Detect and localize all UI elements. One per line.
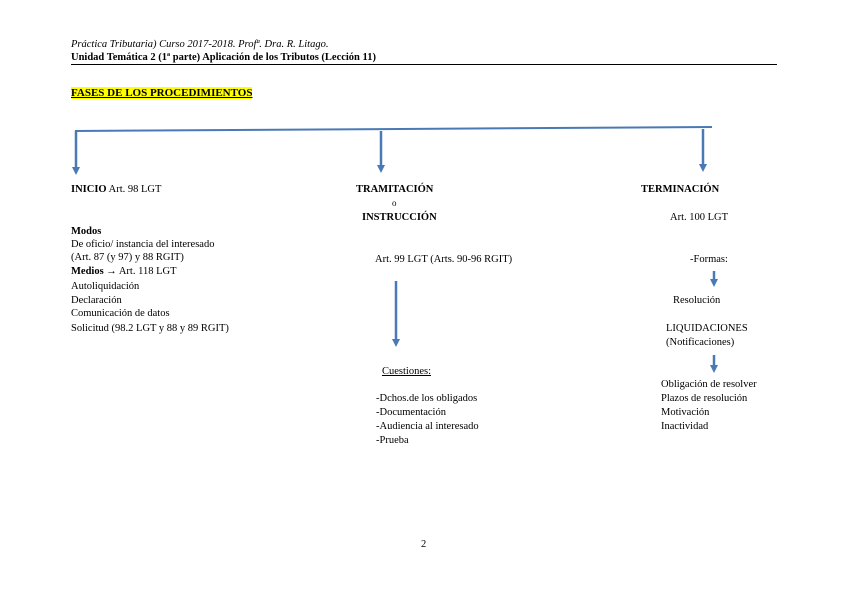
cuestiones-title: Cuestiones:	[382, 366, 431, 377]
horizontal-connector	[75, 127, 712, 131]
medios-item: Solicitud (98.2 LGT y 88 y 89 RGIT)	[71, 323, 229, 334]
modos-line: De oficio/ instancia del interesado	[71, 239, 215, 250]
formas-label: -Formas:	[690, 254, 728, 265]
liquidaciones-label: LIQUIDACIONES	[666, 323, 748, 334]
medios-item: Declaración	[71, 295, 122, 306]
tramitacion-title: TRAMITACIÓN	[356, 184, 434, 195]
notificaciones-label: (Notificaciones)	[666, 337, 735, 348]
terminacion-item: Motivación	[661, 407, 710, 418]
medios-item: Autoliquidación	[71, 281, 140, 292]
medios-item: Comunicación de datos	[71, 308, 170, 319]
page-number: 2	[421, 539, 427, 550]
medios-title: Medios	[71, 266, 104, 277]
header-course-line: Práctica Tributaria) Curso 2017-2018. Profª. Dra. R. Litago.	[71, 39, 329, 50]
section-title: FASES DE LOS PROCEDIMIENTOS	[71, 87, 253, 99]
terminacion-item: Inactividad	[661, 421, 709, 432]
inicio-title: INICIO	[71, 184, 107, 195]
terminacion-article: Art. 100 LGT	[670, 212, 729, 223]
medios-article: → Art. 118 LGT	[103, 266, 177, 277]
cuestiones-item: -Audiencia al interesado	[376, 421, 479, 432]
cuestiones-item: -Documentación	[376, 407, 446, 418]
cuestiones-item: -Prueba	[376, 435, 409, 446]
modos-line: (Art. 87 (y 97) y 88 RGIT)	[71, 252, 184, 263]
resolucion-label: Resolución	[673, 295, 721, 306]
modos-title: Modos	[71, 226, 102, 237]
tramitacion-article: Art. 99 LGT (Arts. 90-96 RGIT)	[375, 254, 513, 265]
medios-heading	[71, 265, 177, 279]
inicio-heading	[71, 183, 161, 197]
cuestiones-item: -Dchos.de los obligados	[376, 393, 478, 404]
terminacion-title: TERMINACIÓN	[641, 184, 720, 195]
inicio-article: Art. 98 LGT	[106, 184, 162, 195]
tramitacion-connector: o	[392, 198, 397, 208]
terminacion-item: Plazos de resolución	[661, 393, 748, 404]
terminacion-item: Obligación de resolver	[661, 379, 757, 390]
header-unit-line: Unidad Temática 2 (1ª parte) Aplicación de los Tributos (Lección 11)	[71, 52, 376, 63]
instruccion-title: INSTRUCCIÓN	[362, 212, 437, 223]
